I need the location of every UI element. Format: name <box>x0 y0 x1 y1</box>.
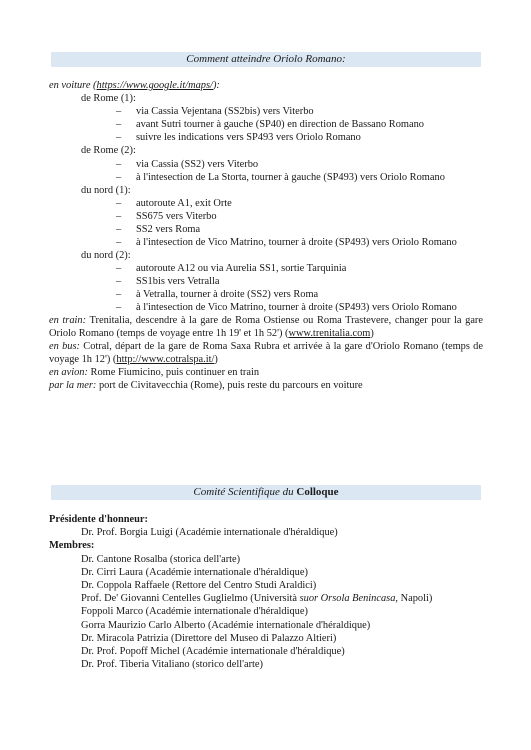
members-list <box>49 553 483 672</box>
member-item: Dr. Miracola Patrizia (Direttore del Museo di Palazzo Altieri) <box>81 632 337 644</box>
route-step <box>49 236 483 249</box>
section-heading-directions <box>51 52 481 67</box>
dash-bullet: – <box>116 210 122 222</box>
member-text: , Napoli) <box>395 593 433 605</box>
honor-label: Présidente d'honneur: <box>49 514 149 525</box>
route-heading: de Rome (2): <box>81 145 136 157</box>
dash-bullet: – <box>116 288 122 300</box>
dash-bullet: – <box>116 171 122 183</box>
route-step <box>49 171 483 184</box>
route-step-text: suivre les indications vers SP493 vers Oriolo Romano <box>136 132 361 144</box>
route-step <box>49 105 483 118</box>
route-list <box>49 92 483 314</box>
committee-title-italic: Comité Scientifique du <box>193 486 297 498</box>
member-item <box>49 592 483 605</box>
dash-bullet: – <box>116 236 122 248</box>
member-item: Dr. Prof. Popoff Michel (Académie internationale d'héraldique) <box>81 645 345 657</box>
route-step <box>49 301 483 314</box>
member-item: Dr. Prof. Tiberia Vitaliano (storico dell'arte) <box>81 659 263 671</box>
route-step <box>49 288 483 301</box>
train-paragraph: en train: Trenitalia, descendre à la gare de Roma Ostiense ou Roma Trastevere, changer pour la gare Oriolo Romano (temps de voyage entre 1h 19' et 1h 52') (www.trenitalia.com) <box>49 314 484 339</box>
member-text: Prof. De' Giovanni Centelles Guglielmo (Università <box>81 593 300 605</box>
route-step-text: SS675 vers Viterbo <box>136 210 217 222</box>
dash-bullet: – <box>116 132 122 144</box>
member-item: Foppoli Marco (Académie internationale d'héraldique) <box>81 606 308 618</box>
route-step-text: SS2 vers Roma <box>136 223 201 235</box>
dash-bullet: – <box>116 301 122 313</box>
sea-line: par la mer: port de Civitavecchia (Rome), puis reste du parcours en voiture <box>49 380 363 392</box>
route-step <box>49 118 483 131</box>
member-item: Gorra Maurizio Carlo Alberto (Académie internationale d'héraldique) <box>81 619 371 631</box>
dash-bullet: – <box>116 275 122 287</box>
route-step-text: à l'intesection de Vico Matrino, tourner à droite (SP493) vers Oriolo Romano <box>136 236 457 248</box>
route-step-text: avant Sutri tourner à gauche (SP40) en direction de Bassano Romano <box>136 119 424 131</box>
route-step <box>49 197 483 210</box>
route-step-text: via Cassia (SS2) vers Viterbo <box>136 158 259 170</box>
dash-bullet: – <box>116 197 122 209</box>
route-step <box>49 131 483 144</box>
dash-bullet: – <box>116 106 122 118</box>
section-title: Comment atteindre Oriolo Romano: <box>186 53 346 65</box>
dash-bullet: – <box>116 223 122 235</box>
route-heading: du nord (1): <box>81 184 131 196</box>
route-step-text: SS1bis vers Vetralla <box>136 275 220 287</box>
route-step-text: à l'intesection de Vico Matrino, tourner à droite (SP493) vers Oriolo Romano <box>136 301 457 313</box>
member-item: Dr. Coppola Raffaele (Rettore del Centro Studi Araldici) <box>81 579 317 591</box>
committee-block <box>49 513 483 671</box>
member-university-italic: suor Orsola Benincasa <box>299 593 396 605</box>
google-maps-link[interactable]: https://www.google.it/maps/ <box>96 80 213 91</box>
committee-title-bold: Colloque <box>296 486 339 498</box>
route-step <box>49 275 483 288</box>
trenitalia-link[interactable]: www.trenitalia.com <box>288 327 371 339</box>
directions-block <box>49 79 483 392</box>
plane-line: en avion: Rome Fiumicino, puis continuer en train <box>49 366 260 378</box>
car-label: en voiture (https://www.google.it/maps/): <box>49 80 220 91</box>
route-step <box>49 158 483 171</box>
route-step-text: autoroute A12 ou via Aurelia SS1, sortie Tarquinia <box>136 262 347 274</box>
member-item: Dr. Cantone Rosalba (storica dell'arte) <box>81 553 241 565</box>
route-step-text: à l'intesection de La Storta, tourner à gauche (SP493) vers Oriolo Romano <box>136 171 445 183</box>
honor-name: Dr. Prof. Borgia Luigi (Académie internationale d'héraldique) <box>81 527 338 539</box>
dash-bullet: – <box>116 119 122 131</box>
route-step-text: autoroute A1, exit Orte <box>136 197 232 209</box>
members-label: Membres: <box>49 540 95 552</box>
member-item: Dr. Cirri Laura (Académie internationale d'héraldique) <box>81 566 308 578</box>
bus-paragraph: en bus: Cotral, départ de la gare de Roma Saxa Rubra et arrivée à la gare d'Oriolo Romano (temps de voyage 1h 12') (http://www.cotralspa.it/) <box>49 340 483 365</box>
route-step <box>49 223 483 236</box>
route-step-text: à Vetralla, tourner à droite (SS2) vers Roma <box>136 288 319 300</box>
dash-bullet: – <box>116 262 122 274</box>
route-heading: de Rome (1): <box>81 93 136 105</box>
cotral-link[interactable]: http://www.cotralspa.it/ <box>116 353 215 365</box>
route-step <box>49 262 483 275</box>
route-step <box>49 210 483 223</box>
section-heading-committee <box>51 485 481 500</box>
route-heading: du nord (2): <box>81 249 131 261</box>
dash-bullet: – <box>116 158 122 170</box>
route-step-text: via Cassia Vejentana (SS2bis) vers Viterbo <box>136 106 314 118</box>
